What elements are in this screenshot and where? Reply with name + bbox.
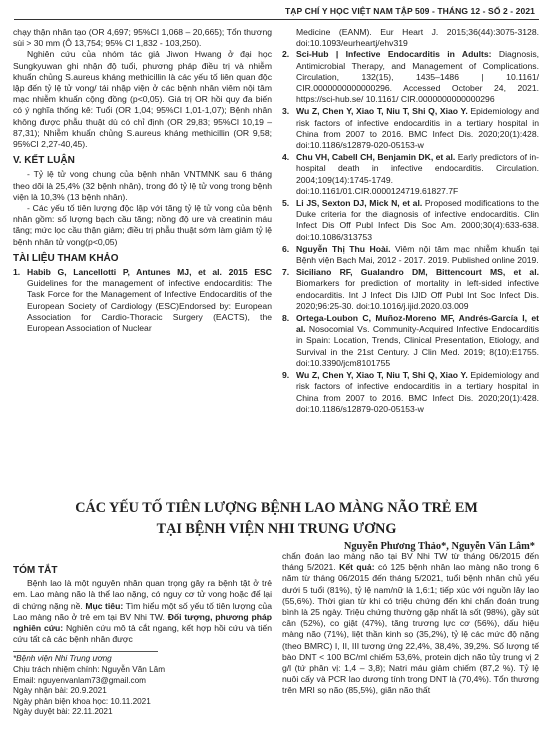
- reference-authors: Nguyễn Thị Thu Hoài.: [296, 243, 391, 254]
- reference-item: [282, 106, 539, 151]
- reference-number: 5.: [282, 198, 290, 209]
- reference-item: [282, 152, 539, 197]
- reference-text: Proposed modifications to the Duke criteria for the diagnosis of infective endocarditis. Clin Infect Dis Off Publ Infect Dis Soc Am. 2000;30(4):633-638. doi:10.1086/313753: [296, 198, 539, 242]
- reference-text: Nosocomial Vs. Community-Acquired Infective Endocarditis in Spain: Location, Trends, Clinical Presentation, Etiology, and Survival in the 21st Century. J Clin Med. 2019; 8(10):E1755. doi:10.3390/jcm8101755: [296, 324, 539, 368]
- reference-text: Epidemiology and risk factors of infective endocarditis in a tertiary hospital in China from 2007 to 2016. BMC Infect Dis. 2020;20(1):428. doi:10.1186/s12879-020-05153-w: [296, 370, 539, 414]
- reference-continuation: Medicine (EANM). Eur Heart J. 2015;36(44):3075-3128. doi:10.1093/eurheartj/ehv319: [296, 27, 539, 49]
- reference-authors: Siciliano RF, Gualandro DM, Bittencourt MS, et al.: [296, 267, 539, 278]
- reference-number: 7.: [282, 267, 290, 278]
- reference-number: 4.: [282, 152, 290, 163]
- method-label: Đối tượng, phương pháp nghiên cứu:: [13, 611, 272, 634]
- reference-authors: Chu VH, Cabell CH, Benjamin DK, et al.: [296, 152, 456, 163]
- reference-item: [282, 244, 539, 266]
- reference-authors: Ortega-Loubon C, Muñoz-Moreno MF, Andrés-García I, et al.: [296, 313, 539, 335]
- result-label: Kết quả:: [339, 562, 375, 573]
- abstract-paragraph: [13, 578, 272, 645]
- footnote-rule: [13, 651, 158, 652]
- reference-item: [282, 267, 539, 312]
- left-column: [13, 27, 272, 335]
- abstract-left: [13, 565, 272, 718]
- abstract-heading: TÓM TẮT: [13, 565, 58, 576]
- result-text: có 125 bệnh nhân lao màng não trong 6 năm từ tháng 06/2015 đến tháng 5/2021, tuổi bệnh nhân chủ yếu dưới 5 tuổi (81%), tỷ lệ nam/nữ là 1,6:1; tiếp xúc với nguồn lây lao (55,6%). Thời gian từ khi có triệu chứng đến khi chẩn đoán trung bình là 25 ngày. Triệu chứng thường gặp nhất là sốt (98%), gầy sút cân (52%), co giật (47%), tăng trương lực cơ (56%), dấu hiệu màng não (71%), liệt thần kinh sọ (35,2%), tỷ lệ các mức độ nặng (theo BMRC) I, II, III tương ứng 22,4%, 38,4%, 39,2%. Số lượng tế bào DNT < 100 BC/ml chiếm 53,6%, protein dịch não tủy trung vị 2 g/l (tứ phân vị: 1,4 – 3,8); Natri máu giảm chiếm (87,2 %). Tỷ lệ nuôi cấy và PCR lao dương tính trong DNT là (70,4%). Tổn thương trên MRI sọ não (85,5%), giãn não thất: [282, 562, 540, 696]
- conclusion-heading: V. KẾT LUẬN: [13, 155, 75, 167]
- reference-number: 6.: [282, 243, 290, 254]
- abstract-right: [282, 551, 539, 697]
- reference-authors: Wu Z, Chen Y, Xiao T, Niu T, Shi Q, Xiao Y.: [296, 370, 468, 381]
- conclusion-item: - Tỷ lệ tử vong chung của bệnh nhân VNTMNK sau 6 tháng theo dõi là 25,4% (32 bệnh nhân), trong đó tỷ lệ tử vong trong bệnh viện là 10,3% (13 bệnh nhân).: [13, 169, 272, 202]
- reference-number: 8.: [282, 313, 290, 324]
- article-authors: Nguyễn Phương Thảo*, Nguyễn Văn Lâm*: [343, 541, 535, 552]
- reference-text: Epidemiology and risk factors of infective endocarditis in a tertiary hospital in China from 2007 to 2016. BMC Infect Dis. 2020;20(1):428. doi:10.1186/s12879-020-05153-w: [296, 106, 539, 151]
- reference-number: 9.: [282, 370, 290, 381]
- header-rule: [14, 19, 539, 20]
- abstract-text: chẩn đoán lao màng não tại BV Nhi TW từ tháng 06/2015 đến tháng 5/2021.: [282, 551, 539, 573]
- reference-text: Early predictors of in-hospital death in infective endocarditis. Circulation. 2004;109(14):1745-1749. doi:10.1161/01.CIR.0000124719.61827.7F: [296, 152, 539, 196]
- reference-item: [282, 198, 539, 243]
- paragraph: Nghiên cứu của nhóm tác giả Jiwon Hwang ở đại học Sungkyuwan ghi nhận độ tuổi, phương pháp điều trị và nhiễm khuẩn chủng S.aureus kháng methicillin là các yếu tố liên quan độc lập đến tỷ lệ tử vong/ tái nhập viện ở các bệnh nhân viêm nội tâm mạc nhiễm khuẩn cộng đồng (p<0,05). Giá trị OR hồi quy đa biến có ý nghĩa thống kê: Tuổi (OR 1,04; 95%CI 1,01-1,07); Bệnh nhân không được phẫu thuật dù có chỉ định (OR 29,83; 95%CI 10,19 – 87,31); Nhiễm khuẩn chủng S.aureus kháng methicillin (OR 9,58; 95%CI 2,27-40,45).: [13, 49, 272, 150]
- footnote-line: Email: nguyenvanlam73@gmail.com: [13, 675, 147, 685]
- reference-item: [13, 267, 272, 334]
- reference-text: Biomarkers for prediction of mortality in left-sided infective endocarditis. Int J Infect Dis IJID Off Publ Int Soc Infect Dis. 2020;96:25-30. doi:10.1016/j.ijid.2020.03.009: [296, 278, 539, 311]
- article-title: [20, 498, 533, 540]
- footnote-line: Chịu trách nhiệm chính: Nguyễn Văn Lâm: [13, 665, 166, 675]
- title-line: TẠI BỆNH VIỆN NHI TRUNG ƯƠNG: [156, 521, 397, 537]
- right-column: [282, 27, 539, 416]
- footnote-line: Ngày phản biện khoa học: 10.11.2021: [13, 696, 151, 706]
- footnote-line: Ngày duyệt bài: 22.11.2021: [13, 707, 113, 717]
- reference-item: [282, 370, 539, 415]
- aim-label: Mục tiêu:: [85, 600, 124, 611]
- journal-header: TẠP CHÍ Y HỌC VIỆT NAM TẬP 509 - THÁNG 12 - SỐ 2 - 2021: [284, 6, 535, 16]
- reference-item: [282, 313, 539, 369]
- reference-text: Guidelines for the management of infective endocarditis: The Task Force for the Management of Infective Endocarditis of the European Society of Cardiology (ESC)Endorsed by: European Association for Cardio-Thoracic Surgery (EACTS), the European Association of Nuclear: [27, 278, 272, 334]
- reference-authors: Li JS, Sexton DJ, Mick N, et al.: [296, 198, 423, 209]
- method-text: Nghiên cứu mô tả cắt ngang, kết hợp hồi cứu và tiến cứu tất cả các bệnh nhân được: [13, 623, 272, 645]
- abstract-paragraph: [282, 551, 539, 697]
- aim-text: Tìm hiểu một số yếu tố tiên lượng của Lao màng não ở trẻ em tại BV Nhi TW.: [13, 600, 272, 622]
- reference-text: Diagnosis, Antimicrobial Therapy, and Management of Complications. Circulation, 132(15), 1435–1486 | 10.1161/ CIR.0000000000000296. Accessed October 24, 2021. https://sci-hub.se/ 10.1161/ CIR.0000000000000296: [296, 49, 540, 105]
- reference-number: 1.: [13, 267, 21, 278]
- reference-authors: Habib G, Lancellotti P, Antunes MJ, et al. 2015 ESC: [27, 267, 272, 278]
- reference-number: 2.: [282, 49, 290, 60]
- affiliation-footnote: *Bệnh viện Nhi Trung ương: [13, 654, 112, 664]
- reference-item: [282, 49, 539, 105]
- paragraph: chạy thận nhân tạo (OR 4,697; 95%CI 1,068 – 20,665); Tổn thương sùi > 30 mm (Ô 13,754; 95% CI 1,832 - 103,250).: [13, 27, 272, 49]
- conclusion-item: - Các yếu tố tiên lượng độc lập với tăng tỷ lệ tử vong của bệnh nhân gồm: số lượng bạch cầu tăng; nồng độ ure và creatinin máu tăng; mức lọc cầu thận giảm; điều trị phẫu thuật sớm làm giảm tỷ lệ bệnh nhân tử vong(p<0,05): [13, 203, 272, 247]
- title-line: CÁC YẾU TỐ TIÊN LƯỢNG BỆNH LAO MÀNG NÃO TRẺ EM: [75, 500, 478, 516]
- abstract-text: Bệnh lao là một nguyên nhân quan trọng gây ra bệnh tật ở trẻ em. Lao màng não là thể lao nặng, có nguy cơ tử vong hoặc để lại di chứng nặng nề.: [13, 578, 272, 611]
- footnote-line: Ngày nhận bài: 20.9.2021: [13, 686, 107, 696]
- reference-authors: Wu Z, Chen Y, Xiao T, Niu T, Shi Q, Xiao Y.: [296, 106, 468, 117]
- reference-authors: Sci-Hub | Infective Endocarditis in Adults:: [296, 49, 492, 60]
- references-heading: TÀI LIỆU THAM KHẢO: [13, 252, 119, 264]
- page-header: [0, 0, 553, 22]
- reference-text: Viêm nội tâm mạc nhiễm khuẩn tại Bệnh viện Bạch Mai, 2012 - 2017. 2019. Published online 2019.: [296, 243, 539, 266]
- reference-number: 3.: [282, 106, 290, 117]
